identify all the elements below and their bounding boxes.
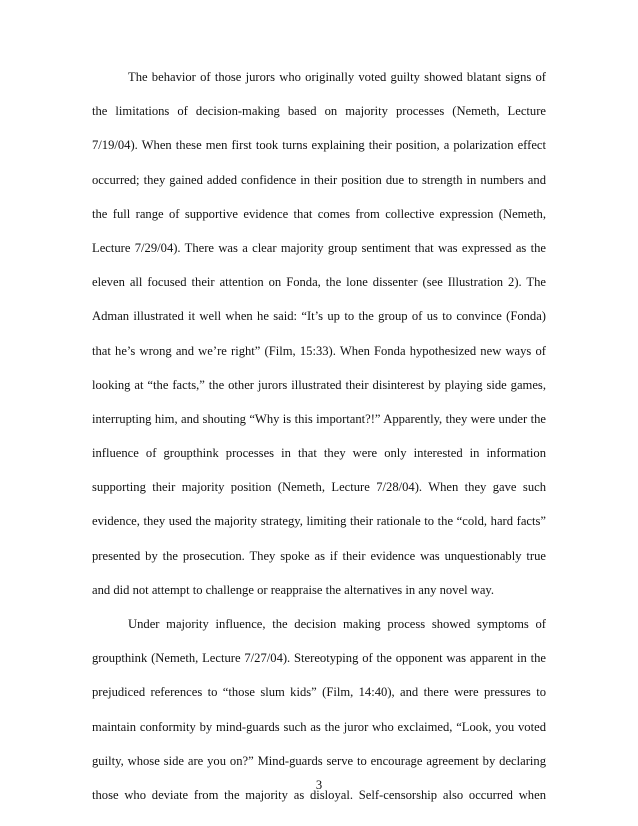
- paragraph-1-line-7: eleven all focused their attention on Fonda, the lone dissenter (see Illustration 2). The: [92, 275, 546, 290]
- paragraph-1-line-13: supporting their majority position (Nemeth, Lecture 7/28/04). When they gave such: [92, 480, 546, 495]
- paragraph-1-line-8: Adman illustrated it well when he said: “It’s up to the group of us to convince (Fonda): [92, 309, 546, 324]
- page-number: 3: [315, 778, 323, 792]
- paragraph-1-line-2: the limitations of decision-making based on majority processes (Nemeth, Lecture: [92, 104, 546, 119]
- paragraph-1-line-12: influence of groupthink processes in that they were only interested in information: [92, 446, 546, 461]
- paragraph-1-line-16: and did not attempt to challenge or reappraise the alternatives in any novel way.: [92, 582, 495, 597]
- paragraph-2-line-4: maintain conformity by mind-guards such as the juror who exclaimed, “Look, you voted: [92, 719, 546, 734]
- paragraph-1-line-10: looking at “the facts,” the other jurors illustrated their disinterest by playing side games,: [92, 377, 546, 392]
- paragraph-2-line-3: prejudiced references to “those slum kids” (Film, 14:40), and there were pressures to: [92, 685, 546, 700]
- paragraph-1-line-11: interrupting him, and shouting “Why is this important?!” Apparently, they were under the: [92, 411, 546, 426]
- paragraph-1-line-1: The behavior of those jurors who originally voted guilty showed blatant signs of: [128, 70, 546, 84]
- paragraph-2-line-6: those who deviate from the majority as disloyal. Self-censorship also occurred when: [92, 787, 546, 802]
- paragraph-1-line-6: Lecture 7/29/04). There was a clear majority group sentiment that was expressed as the: [92, 240, 546, 255]
- body-text: [92, 68, 546, 820]
- paragraph-1-line-5: the full range of supportive evidence that comes from collective expression (Nemeth,: [92, 206, 546, 221]
- paragraph-1-line-3: 7/19/04). When these men first took turns explaining their position, a polarization effect: [92, 138, 546, 153]
- paragraph-1-line-14: evidence, they used the majority strategy, limiting their rationale to the “cold, hard facts”: [92, 514, 546, 529]
- paragraph-2-line-5: guilty, whose side are you on?” Mind-guards serve to encourage agreement by declaring: [92, 753, 546, 768]
- paragraph-1-line-15: presented by the prosecution. They spoke as if their evidence was unquestionably true: [92, 548, 546, 563]
- paragraph-1-line-4: occurred; they gained added confidence in their position due to strength in numbers and: [92, 172, 546, 187]
- paragraph-2-line-1: Under majority influence, the decision making process showed symptoms of: [128, 617, 546, 631]
- paragraph-2-line-2: groupthink (Nemeth, Lecture 7/27/04). Stereotyping of the opponent was apparent in the: [92, 651, 546, 666]
- paragraph-1-line-9: that he’s wrong and we’re right” (Film, 15:33). When Fonda hypothesized new ways of: [92, 343, 546, 358]
